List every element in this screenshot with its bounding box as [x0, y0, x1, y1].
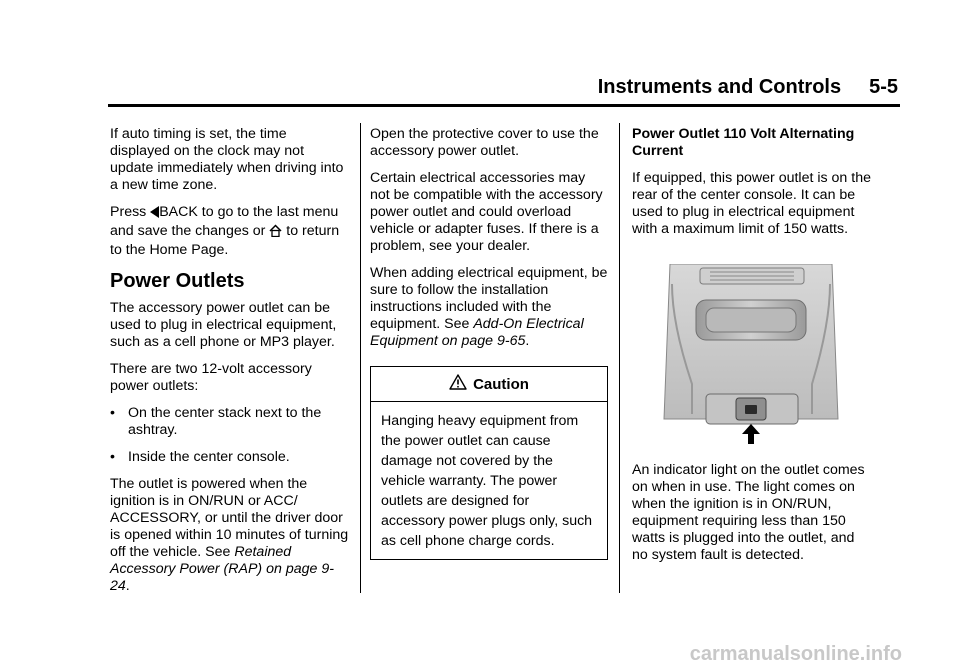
bullet-item [110, 449, 350, 466]
watermark: carmanualsonline.info [689, 643, 902, 665]
compatibility-paragraph: Certain electrical accessories may not be compatible with the accessory power outlet and could overload vehicle or adapter fuses. If there is a problem, see your dealer. [370, 170, 603, 254]
section-name: Instruments and Controls [597, 76, 842, 98]
back-arrow-icon [150, 206, 159, 223]
protective-cover-paragraph: Open the protective cover to use the accessory power outlet. [370, 126, 599, 159]
bullet-dot-icon: • [110, 449, 115, 465]
column-divider-2 [619, 123, 620, 593]
bullet-item [110, 405, 350, 439]
rap-reference-link[interactable]: Retained Accessory Power (RAP) on page 9-24 [110, 544, 334, 594]
back-text: BACK to go to the last menu and save the changes or [110, 204, 339, 239]
caution-title: Caution [473, 375, 529, 393]
install-text: When adding electrical equipment, be sure to follow the installation instructions included with the equipment. See [370, 265, 608, 332]
outlet-count-paragraph: There are two 12-volt accessory power outlets: [110, 361, 312, 394]
console-outlet-illustration [662, 264, 840, 444]
home-text: to return to the Home Page. [110, 223, 340, 258]
bullet-text: On the center stack next to the ashtray. [128, 405, 322, 438]
caution-header [371, 367, 607, 402]
caution-text: Hanging heavy equipment from the power outlet can cause damage not covered by the vehicle warranty. The power outlets are designed for accessory power plugs only, such as cell phone charge cords. [381, 413, 593, 549]
column-divider-1 [360, 123, 361, 593]
page-number: 5-5 [869, 76, 898, 98]
period: . [525, 333, 530, 349]
outlet-usage-paragraph: The accessory power outlet can be used to plug in electrical equipment, such as a cell phone or MP3 player. [110, 300, 337, 350]
page-header [108, 76, 898, 99]
install-paragraph [370, 265, 608, 350]
outlet-110v-paragraph: If equipped, this power outlet is on the rear of the center console. It can be used to plug in electrical equipment with a maximum limit of 150 watts. [632, 170, 871, 237]
bullet-text: Inside the center console. [128, 449, 290, 465]
header-rule [108, 104, 900, 107]
powered-text: The outlet is powered when the ignition is in ON/RUN or ACC/ ACCESSORY, or until the driver door is opened within 10 minutes of turning off the vehicle. See [110, 476, 349, 560]
section-title: Power Outlets [110, 270, 245, 292]
caution-box [370, 366, 608, 560]
home-icon [269, 224, 282, 242]
indicator-light-paragraph: An indicator light on the outlet comes on when in use. The light comes on when the ignition is in ON/RUN, equipment requiring less than 150 watts is plugged into the outlet, and no system fault is detected. [632, 462, 865, 563]
powered-when-paragraph [110, 476, 350, 595]
addon-reference-link[interactable]: Add-On Electrical Equipment on page 9-65 [370, 316, 584, 349]
column-1 [110, 126, 350, 605]
clock-timezone-paragraph: If auto timing is set, the time displayed on the clock may not update immediately when driving into a new time zone. [110, 126, 344, 193]
bullet-dot-icon: • [110, 405, 115, 421]
column-3 [632, 126, 872, 574]
press-text: Press [110, 204, 151, 220]
back-home-paragraph [110, 204, 350, 259]
subheading-110v: Power Outlet 110 Volt Alternating Current [632, 126, 855, 159]
caution-triangle-icon [449, 374, 467, 394]
column-2 [370, 126, 608, 560]
period: . [125, 578, 130, 594]
